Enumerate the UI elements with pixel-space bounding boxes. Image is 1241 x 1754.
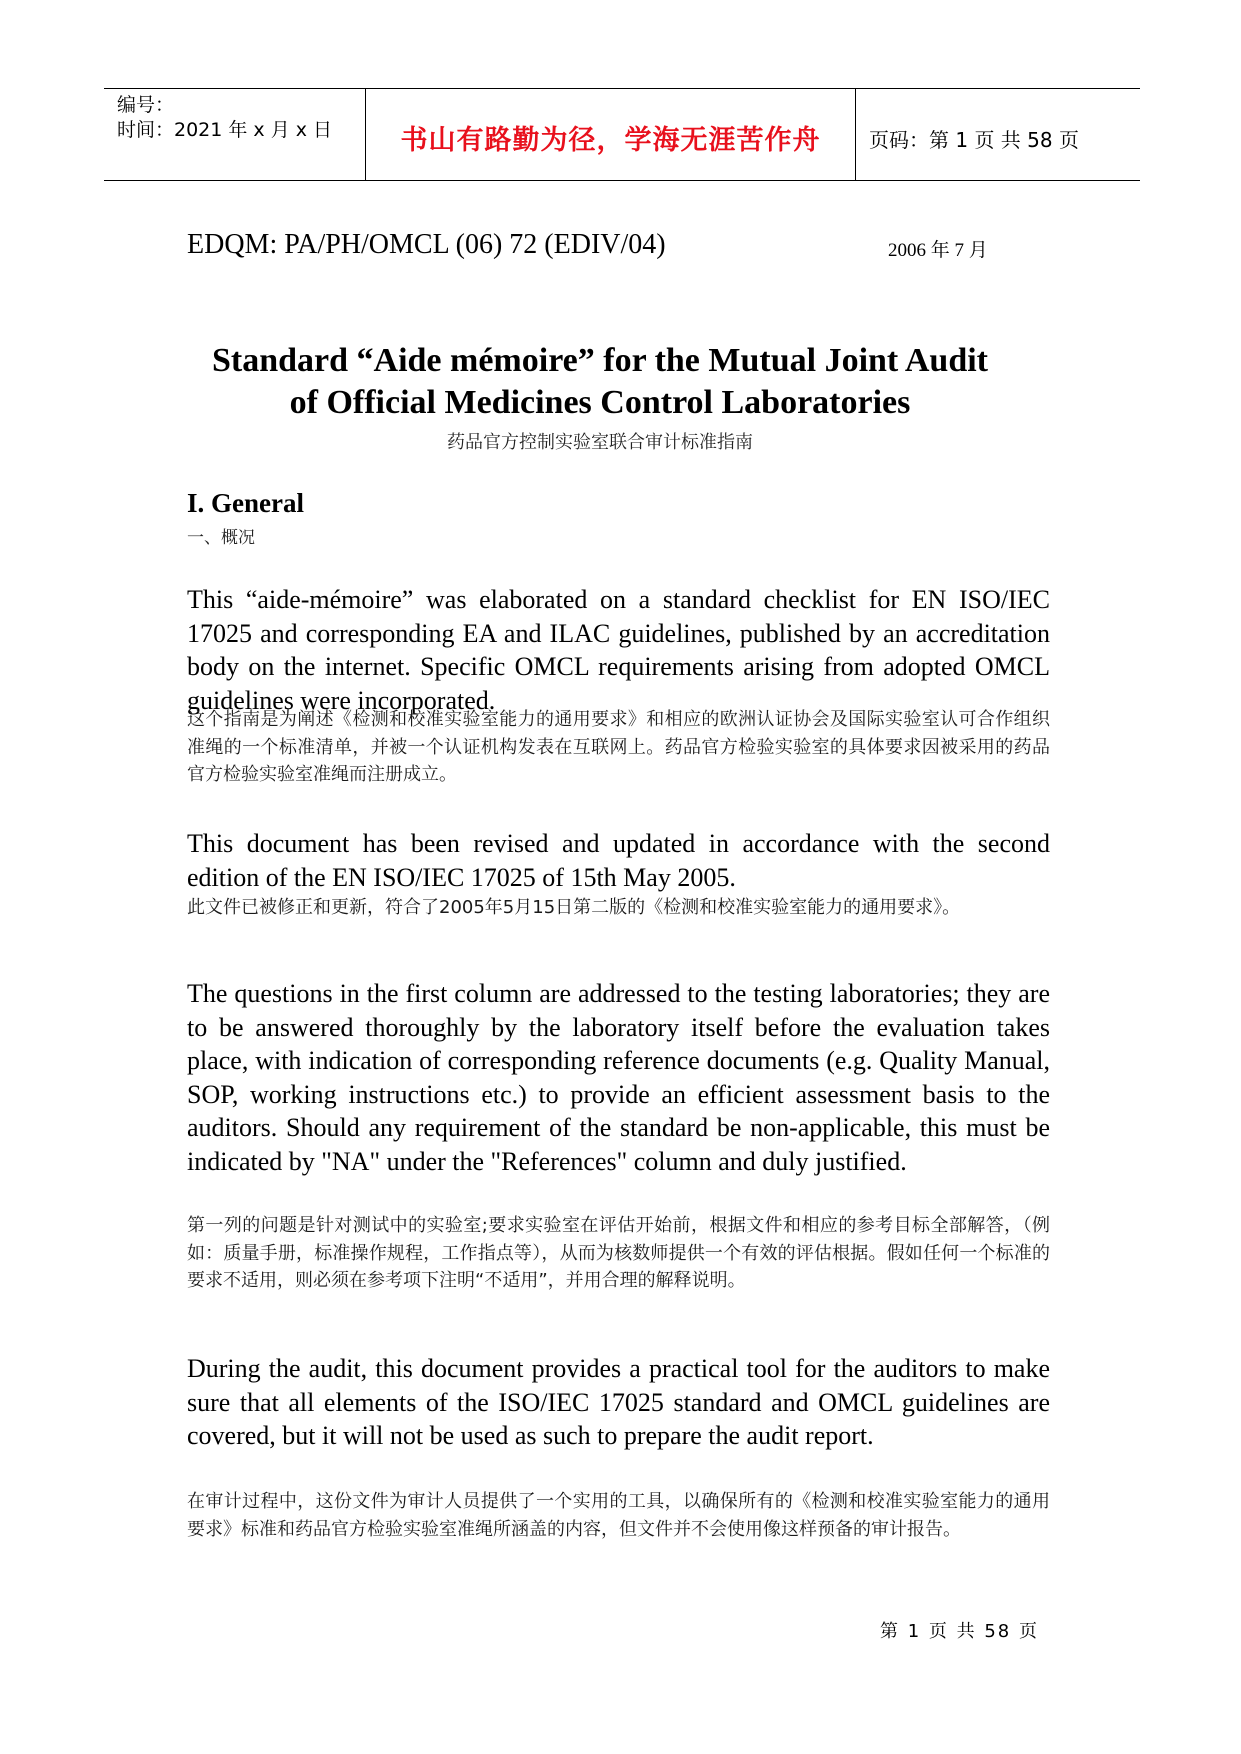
document-date: 2006 年 7 月 (888, 240, 988, 261)
header-page-cell (856, 89, 1140, 180)
document-title (150, 340, 1050, 424)
paragraph-3-english: The questions in the first column are addressed to the testing laboratories; they are to be answered thoroughly by the laboratory itself before the evaluation takes place, with indication of corresponding reference documents (e.g. Quality Manual, SOP, working instructions etc.) to provide an efficient assessment basis to the auditors. Should any requirement of the standard be non-applicable, this must be indicated by "NA" under the "References" column and duly justified. (187, 979, 1050, 1176)
paragraph-4-english: During the audit, this document provides a practical tool for the auditors to make sure that all elements of the ISO/IEC 17025 standard and OMCL guidelines are covered, but it will not be used as such to prepare the audit report. (187, 1354, 1050, 1450)
paragraph-2-english: This document has been revised and updated in accordance with the second edition of the EN ISO/IEC 17025 of 15th May 2005. (187, 829, 1050, 892)
header-motto: 书山有路勤为径，学海无涯苦作舟 (400, 125, 821, 156)
paragraph-3-chinese: 第一列的问题是针对测试中的实验室;要求实验室在评估开始前，根据文件和相应的参考目标全部解答，（例如：质量手册，标准操作规程，工作指点等），从而为核数师提供一个有效的评估根据。假如任何一个标准的要求不适用，则必须在参考项下注明“不适用”，并用合理的解释说明。 (187, 1215, 1050, 1291)
title-line-1: Standard “Aide mémoire” for the Mutual Joint Audit (211, 342, 989, 379)
paragraph-1-english: This “aide-mémoire” was elaborated on a standard checklist for EN ISO/IEC 17025 and corresponding EA and ILAC guidelines, published by an accreditation body on the internet. Specific OMCL requirements arising from adopted OMCL guidelines were incorporated. (187, 585, 1050, 715)
title-line-2: of Official Medicines Control Laboratories (289, 384, 911, 421)
section-heading-chinese: 一、概况 (187, 528, 255, 548)
page-footer-number: 第 1 页 共 58 页 (880, 1621, 1039, 1642)
header-motto-cell (366, 89, 856, 180)
document-title-chinese: 药品官方控制实验室联合审计标准指南 (447, 432, 753, 453)
page-header (104, 88, 1140, 181)
paragraph-2-chinese: 此文件已被修正和更新，符合了2005年5月15日第二版的《检测和校准实验室能力的通用要求》。 (187, 897, 961, 918)
paragraph-1-chinese: 这个指南是为阐述《检测和校准实验室能力的通用要求》和相应的欧洲认证协会及国际实验室认可合作组织准绳的一个标准清单，并被一个认证机构发表在互联网上。药品官方检验实验室的具体要求因被采用的药品官方检验实验室准绳而注册成立。 (187, 709, 1050, 785)
document-reference: EDQM: PA/PH/OMCL (06) 72 (EDIV/04) (187, 229, 666, 260)
section-heading: I. General (187, 488, 304, 518)
paragraph-4-chinese: 在审计过程中，这份文件为审计人员提供了一个实用的工具，以确保所有的《检测和校准实验室能力的通用要求》标准和药品官方检验实验室准绳所涵盖的内容，但文件并不会使用像这样预备的审计报告。 (187, 1491, 1050, 1540)
header-meta-cell (104, 89, 366, 180)
document-time-label: 时间：2021 年 x 月 x 日 (117, 119, 333, 141)
header-page-info: 页码：第 1 页 共 58 页 (869, 128, 1079, 152)
document-number-label: 编号： (117, 94, 175, 116)
